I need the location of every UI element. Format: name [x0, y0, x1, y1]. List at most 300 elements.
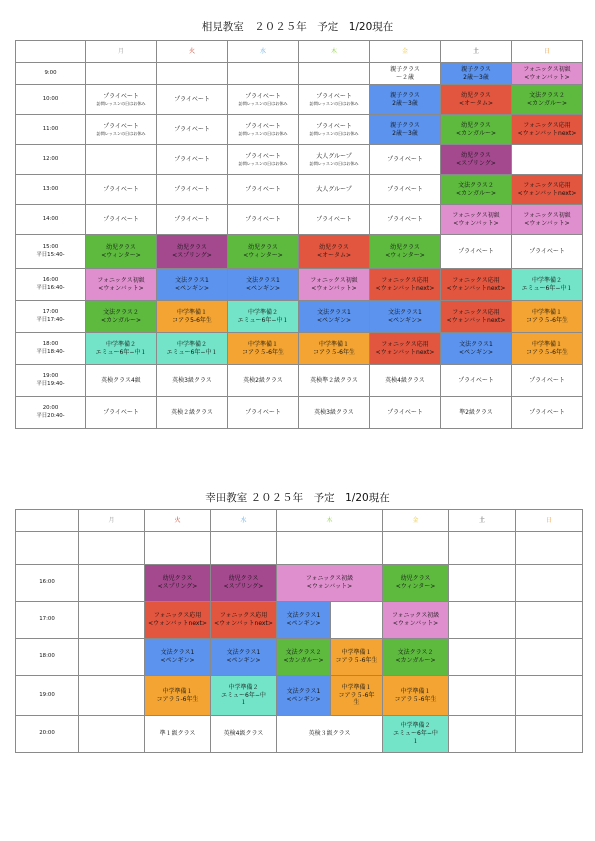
- class-line: プライベート: [245, 185, 281, 193]
- class-line: 幼児クラス: [461, 91, 491, 99]
- class-cell: [86, 397, 157, 429]
- class-line: プライベート: [245, 152, 281, 160]
- schedule-table-1: [15, 40, 583, 429]
- class-cell: [370, 63, 441, 85]
- time-cell: [16, 235, 86, 269]
- class-line: <ペンギン>: [459, 348, 493, 356]
- time-cell: [16, 205, 86, 235]
- class-cell: [228, 269, 299, 301]
- class-line: フォニックス応用: [523, 121, 571, 129]
- time-cell: [16, 85, 86, 115]
- class-note: 訪問レッスンの日はお休み: [238, 130, 288, 136]
- class-cell: [79, 565, 145, 602]
- class-line: プライベート: [529, 247, 565, 255]
- time-cell: [16, 676, 79, 716]
- class-cell: [441, 235, 512, 269]
- time-label: 20:00: [42, 405, 59, 412]
- schedule-row: [16, 532, 583, 565]
- class-line: プライベート: [174, 155, 210, 163]
- class-line: <ウォンバット>: [392, 620, 439, 627]
- class-cell: [441, 269, 512, 301]
- class-line: フォニックス初級: [310, 276, 358, 284]
- time-label: 平日20:40-: [36, 412, 65, 419]
- class-cell: [299, 301, 370, 333]
- class-cell: [383, 602, 449, 639]
- class-line: 中学準備２: [105, 340, 136, 348]
- class-line: <ペンギン>: [286, 695, 321, 703]
- class-cell: [157, 333, 228, 365]
- class-line: <ウォンバット>: [524, 219, 570, 227]
- time-cell: [16, 532, 79, 565]
- class-cell: [516, 565, 583, 602]
- class-cell: [79, 532, 145, 565]
- class-cell: [370, 365, 441, 397]
- class-cell: [86, 205, 157, 235]
- class-cell: [299, 333, 370, 365]
- class-cell: [441, 333, 512, 365]
- time-label: 18:00: [39, 653, 55, 660]
- class-line: プライベート: [245, 408, 281, 416]
- class-cell: [512, 333, 583, 365]
- class-note: 訪問レッスンの日はお休み: [309, 160, 359, 166]
- class-line: プライベート: [316, 215, 352, 223]
- class-line: <カンガルー>: [455, 189, 497, 197]
- class-cell: [383, 676, 449, 716]
- class-line: フォニックス応用: [381, 276, 429, 284]
- class-line: プライベート: [458, 247, 494, 255]
- class-line: <スプリング>: [223, 583, 264, 590]
- class-cell: [145, 532, 211, 565]
- class-cell: [299, 397, 370, 429]
- class-line: エミュー6年−中１: [95, 348, 147, 356]
- class-line: <ペンギン>: [226, 657, 261, 664]
- class-line: 中学準備２: [531, 276, 562, 284]
- class-line: 文法クラス２: [103, 308, 139, 316]
- class-cell: [157, 175, 228, 205]
- class-cell: [370, 333, 441, 365]
- class-line: 英検クラス4級: [101, 376, 141, 384]
- day-header: 水: [228, 41, 299, 63]
- class-line: フォニックス応用: [153, 612, 202, 620]
- class-cell: [157, 301, 228, 333]
- class-line: プライベート: [529, 408, 565, 416]
- class-line: <ペンギン>: [286, 620, 321, 627]
- class-line: <ウォンバットnext>: [148, 620, 207, 627]
- schedule-row: [16, 716, 583, 753]
- class-cell: [299, 63, 370, 85]
- class-line: プライベート: [529, 376, 565, 384]
- time-label: 19:00: [42, 373, 59, 380]
- class-line: 中学準備１: [400, 687, 431, 695]
- schedule-row: [16, 301, 583, 333]
- class-cell: [331, 639, 383, 676]
- class-cell: [145, 676, 211, 716]
- schedule-row: [16, 565, 583, 602]
- class-line: <スプリング>: [157, 583, 198, 590]
- class-line: 英検3級クラス: [172, 376, 212, 384]
- class-line: 中学準備１: [531, 340, 562, 348]
- class-cell: [441, 301, 512, 333]
- class-cell: [383, 716, 449, 753]
- class-cell: [449, 639, 516, 676]
- time-label: 18:00: [42, 341, 59, 348]
- class-line: <ウォンバットnext>: [375, 284, 435, 292]
- class-line: 文法クラス1: [286, 687, 321, 695]
- schedule-row: [16, 205, 583, 235]
- schedule-row: [16, 269, 583, 301]
- class-cell: [441, 397, 512, 429]
- class-cell: [441, 365, 512, 397]
- class-line: フォニックス応用: [452, 308, 500, 316]
- class-cell: [157, 115, 228, 145]
- time-label: 13:00: [42, 185, 59, 192]
- class-cell: [299, 175, 370, 205]
- class-line: <ウォンバット>: [306, 583, 353, 590]
- day-header: 木: [277, 510, 383, 532]
- class-cell: [370, 175, 441, 205]
- class-line: <ペンギン>: [175, 284, 209, 292]
- class-line: 幼児クラス: [177, 243, 207, 251]
- class-line: <ペンギン>: [317, 316, 351, 324]
- class-cell: [86, 365, 157, 397]
- class-line: コアラ５-6年生: [242, 348, 284, 356]
- class-cell: [512, 175, 583, 205]
- class-cell: [277, 676, 331, 716]
- class-cell: [370, 85, 441, 115]
- class-line: 英検2級クラス: [243, 376, 283, 384]
- class-cell: [299, 145, 370, 175]
- class-cell: [512, 63, 583, 85]
- class-line: プライベート: [387, 215, 423, 223]
- class-cell: [211, 676, 277, 716]
- time-label: 15:00: [42, 244, 59, 251]
- class-cell: [512, 235, 583, 269]
- class-cell: [441, 145, 512, 175]
- class-line: 文法クラス２: [529, 91, 565, 99]
- class-cell: [299, 235, 370, 269]
- class-line: 中学準備１: [531, 308, 562, 316]
- time-cell: [16, 301, 86, 333]
- class-cell: [299, 365, 370, 397]
- schedule-row: [16, 63, 583, 85]
- class-cell: [157, 85, 228, 115]
- class-cell: [512, 397, 583, 429]
- schedule-row: [16, 397, 583, 429]
- class-line: 英検4級クラス: [385, 376, 425, 384]
- time-label: 16:00: [39, 579, 55, 586]
- class-line: 中学準備１: [162, 687, 193, 695]
- time-label: 平日19:40-: [36, 380, 65, 387]
- class-cell: [277, 716, 383, 753]
- class-cell: [449, 602, 516, 639]
- class-line: 中学準備１: [247, 340, 278, 348]
- class-line: <ウォンバット>: [453, 219, 499, 227]
- class-cell: [228, 205, 299, 235]
- time-label: 平日18:40-: [36, 348, 65, 355]
- time-label: 19:00: [39, 691, 55, 698]
- class-line: エミュー6年−中１: [166, 348, 218, 356]
- day-header: 木: [299, 41, 370, 63]
- class-line: 英検２級クラス: [171, 408, 213, 416]
- class-line: プライベート: [174, 125, 210, 133]
- class-cell: [145, 602, 211, 639]
- class-line: 中学準備２: [228, 683, 259, 691]
- class-cell: [79, 716, 145, 753]
- class-line: 大人グループ: [316, 185, 352, 193]
- class-line: プライベート: [387, 185, 423, 193]
- class-line: 幼児クラス: [400, 575, 431, 583]
- class-cell: [331, 676, 383, 716]
- class-line: 親子クラス: [390, 121, 420, 129]
- class-line: <ウォンバットnext>: [517, 189, 577, 197]
- class-cell: [228, 85, 299, 115]
- class-line: フォニックス応用: [219, 612, 268, 620]
- time-cell: [16, 175, 86, 205]
- class-note: 訪問レッスンの日はお休み: [96, 130, 146, 136]
- class-line: <ウォンバット>: [98, 284, 144, 292]
- class-line: <ウォンバット>: [524, 73, 570, 81]
- class-line: プライベート: [387, 155, 423, 163]
- class-cell: [441, 205, 512, 235]
- class-line: プライベート: [103, 408, 139, 416]
- class-line: １: [240, 699, 247, 707]
- schedule-row: [16, 333, 583, 365]
- class-line: <スプリング>: [172, 251, 212, 259]
- class-line: 親子クラス: [390, 91, 420, 99]
- class-line: 文法クラス1: [160, 649, 195, 657]
- class-line: <カンガルー>: [100, 316, 142, 324]
- class-cell: [512, 145, 583, 175]
- class-line: 中学準備２: [176, 340, 207, 348]
- class-line: 文法クラス1: [317, 308, 351, 316]
- class-line: フォニックス初級: [523, 211, 571, 219]
- class-cell: [277, 565, 383, 602]
- class-cell: [299, 269, 370, 301]
- class-line: フォニックス初級: [97, 276, 145, 284]
- class-cell: [512, 85, 583, 115]
- class-cell: [299, 115, 370, 145]
- time-label: 平日15:40-: [36, 251, 65, 258]
- class-line: 文法クラス1: [226, 649, 261, 657]
- class-cell: [211, 532, 277, 565]
- class-line: <ウォンバットnext>: [446, 316, 506, 324]
- time-label: 14:00: [42, 215, 59, 222]
- class-cell: [228, 333, 299, 365]
- class-line: エミュー6年−中１: [521, 284, 573, 292]
- schedule-title-1: 相見教室 ２０２５年 予定 1/20現在: [201, 21, 394, 33]
- class-cell: [370, 269, 441, 301]
- day-header: 日: [512, 41, 583, 63]
- class-line: 中学準備１: [318, 340, 349, 348]
- class-line: <オータム>: [316, 251, 352, 259]
- class-note: 訪問レッスンの日はお休み: [96, 100, 146, 106]
- class-line: プライベート: [174, 215, 210, 223]
- class-line: フォニックス初級: [523, 65, 571, 73]
- corner-cell: [16, 41, 86, 63]
- schedule-row: [16, 145, 583, 175]
- class-line: 幼児クラス: [319, 243, 349, 251]
- class-line: 中学準備１: [176, 308, 207, 316]
- class-line: 2歳〜3歳: [392, 129, 418, 137]
- class-line: 英検準２級クラス: [310, 376, 358, 384]
- class-cell: [516, 602, 583, 639]
- class-line: 幼児クラス: [162, 575, 193, 583]
- class-line: 大人グループ: [316, 152, 352, 160]
- class-cell: [228, 115, 299, 145]
- class-line: コアラ５-6年生: [156, 695, 199, 703]
- day-header: 火: [157, 41, 228, 63]
- class-line: 2歳〜3歳: [392, 99, 418, 107]
- class-cell: [449, 565, 516, 602]
- class-cell: [86, 333, 157, 365]
- class-cell: [211, 565, 277, 602]
- schedule-table-2: [15, 509, 583, 753]
- class-cell: [331, 602, 383, 639]
- class-line: <ウィンター>: [243, 251, 283, 259]
- class-cell: [211, 716, 277, 753]
- class-cell: [228, 145, 299, 175]
- class-line: コアラ５-6年生: [335, 657, 378, 664]
- class-cell: [228, 235, 299, 269]
- class-cell: [441, 115, 512, 145]
- class-cell: [228, 301, 299, 333]
- time-cell: [16, 269, 86, 301]
- class-cell: [299, 205, 370, 235]
- time-cell: [16, 716, 79, 753]
- class-line: コアラ５-6年生: [313, 348, 355, 356]
- day-header: 月: [79, 510, 145, 532]
- class-line: プライベート: [174, 95, 210, 103]
- class-cell: [516, 532, 583, 565]
- class-cell: [370, 301, 441, 333]
- class-line: エミュー6年−中: [393, 730, 438, 738]
- class-cell: [277, 639, 331, 676]
- class-line: １: [412, 737, 419, 745]
- day-header: 土: [449, 510, 516, 532]
- class-line: <ウィンター>: [101, 251, 141, 259]
- class-line: 幼児クラス: [461, 121, 491, 129]
- class-cell: [277, 532, 383, 565]
- class-line: 文法クラス1: [459, 340, 493, 348]
- class-line: プライベート: [316, 122, 352, 130]
- schedule-row: [16, 602, 583, 639]
- class-line: <ペンギン>: [246, 284, 280, 292]
- class-line: 中学準備２: [247, 308, 278, 316]
- class-line: 幼児クラス: [106, 243, 136, 251]
- class-cell: [228, 365, 299, 397]
- class-line: フォニックス応用: [381, 340, 429, 348]
- time-cell: [16, 602, 79, 639]
- class-line: 準１級クラス: [159, 730, 196, 738]
- class-line: プライベート: [174, 185, 210, 193]
- class-line: <オータム>: [458, 99, 494, 107]
- class-cell: [211, 602, 277, 639]
- class-cell: [449, 716, 516, 753]
- class-line: プライベート: [245, 92, 281, 100]
- time-label: 17:00: [42, 309, 59, 316]
- class-line: 親子クラス: [461, 65, 491, 73]
- class-line: プライベート: [103, 185, 139, 193]
- class-line: フォニックス初級: [391, 612, 440, 620]
- day-header: 金: [383, 510, 449, 532]
- class-cell: [512, 269, 583, 301]
- time-label: 平日17:40-: [36, 316, 65, 323]
- class-line: コアラ5-6年生: [172, 316, 212, 324]
- time-cell: [16, 397, 86, 429]
- class-line: 2歳〜3歳: [463, 73, 489, 81]
- class-cell: [228, 175, 299, 205]
- class-line: エミュー6年−中: [221, 691, 266, 699]
- class-note: 訪問レッスンの日はお休み: [309, 100, 359, 106]
- class-line: 文法クラス２: [458, 181, 494, 189]
- class-line: プライベート: [103, 92, 139, 100]
- class-cell: [79, 602, 145, 639]
- class-cell: [228, 63, 299, 85]
- schedule-title-2: 幸田教室 ２０２５年 予定 1/20現在: [205, 492, 390, 504]
- class-line: <カンガルー>: [455, 129, 497, 137]
- class-line: <ウォンバットnext>: [517, 129, 577, 137]
- class-line: 文法クラス1: [246, 276, 280, 284]
- class-line: 生: [353, 699, 360, 707]
- day-header: 土: [441, 41, 512, 63]
- schedule-row: [16, 639, 583, 676]
- class-cell: [516, 639, 583, 676]
- class-line: 文法クラス1: [286, 612, 321, 620]
- class-line: <ウォンバットnext>: [375, 348, 435, 356]
- class-cell: [370, 205, 441, 235]
- class-line: プライベート: [103, 122, 139, 130]
- class-line: 文法クラス２: [397, 649, 434, 657]
- class-cell: [157, 145, 228, 175]
- class-cell: [86, 63, 157, 85]
- class-cell: [211, 639, 277, 676]
- time-cell: [16, 63, 86, 85]
- time-cell: [16, 115, 86, 145]
- class-cell: [145, 716, 211, 753]
- time-label: 16:00: [42, 277, 59, 284]
- corner-cell: [16, 510, 79, 532]
- time-label: 10:00: [42, 95, 59, 102]
- schedule-row: [16, 115, 583, 145]
- class-line: コアラ５-6年生: [394, 695, 437, 703]
- class-cell: [277, 602, 331, 639]
- time-label: 11:00: [42, 125, 59, 132]
- class-line: コアラ５-6年: [338, 691, 375, 699]
- day-header: 月: [86, 41, 157, 63]
- class-cell: [512, 301, 583, 333]
- class-line: 英検3級クラス: [314, 408, 354, 416]
- class-line: コアラ５-6年生: [526, 316, 568, 324]
- class-line: 親子クラス: [390, 65, 420, 73]
- class-cell: [86, 235, 157, 269]
- class-line: プライベート: [316, 92, 352, 100]
- class-line: 中学準備２: [400, 722, 431, 730]
- class-cell: [157, 269, 228, 301]
- schedule-row: [16, 676, 583, 716]
- class-line: フォニックス初級: [452, 211, 500, 219]
- day-header: 日: [516, 510, 583, 532]
- class-line: エミュー6年−中１: [237, 316, 289, 324]
- day-header: 火: [145, 510, 211, 532]
- class-line: 幼児クラス: [248, 243, 278, 251]
- class-cell: [449, 532, 516, 565]
- class-note: 訪問レッスンの日はお休み: [309, 130, 359, 136]
- class-note: 訪問レッスンの日はお休み: [238, 160, 288, 166]
- class-cell: [79, 676, 145, 716]
- time-cell: [16, 365, 86, 397]
- class-cell: [145, 565, 211, 602]
- class-cell: [441, 85, 512, 115]
